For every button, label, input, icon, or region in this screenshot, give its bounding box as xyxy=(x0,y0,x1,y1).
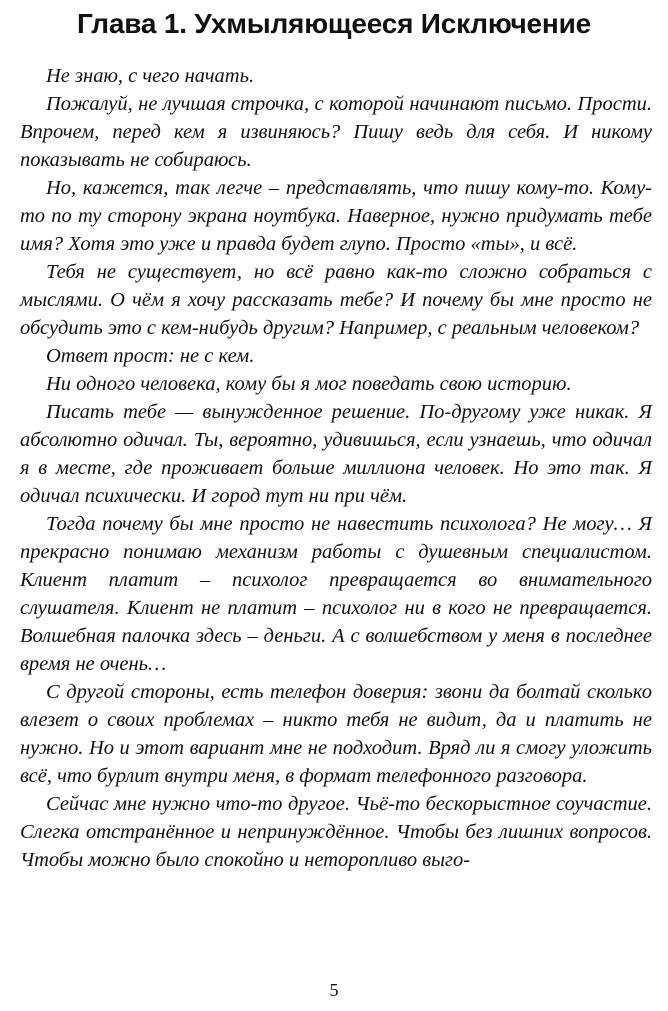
paragraph: Но, кажется, так легче – представлять, что пишу кому-то. Кому-то по ту сторону экрана ноутбука. Наверное, нужно придумать тебе имя? Хотя это уже и правда будет глупо. Просто «ты», и всё. xyxy=(20,177,652,255)
chapter-title: Глава 1. Ухмыляющееся Исключение xyxy=(76,8,592,39)
paragraph: Пожалуй, не лучшая строчка, с которой начинают письмо. Прости. Впрочем, перед кем я извиняюсь? Пишу ведь для себя. И никому показывать не собираюсь. xyxy=(20,93,652,171)
paragraph: Не знаю, с чего начать. xyxy=(46,65,255,87)
paragraph: С другой стороны, есть телефон доверия: звони да болтай сколько влезет о своих проблемах – никто тебя не видит, да и платить не нужно. Но и этот вариант мне не подходит. Вряд ли я смогу уложить всё, что бурлит внутри меня, в формат телефонного разговора. xyxy=(20,681,652,787)
paragraph: Ни одного человека, кому бы я мог поведать свою историю. xyxy=(46,373,572,395)
page-number: 5 xyxy=(329,980,339,1000)
paragraph: Сейчас мне нужно что-то другое. Чьё-то бескорыстное соучастие. Слегка отстранённое и непринуждённое. Чтобы без лишних вопросов. Чтобы можно было спокойно и неторопливо выго- xyxy=(20,793,652,871)
paragraph: Тогда почему бы мне просто не навестить психолога? Не могу… Я прекрасно понимаю механизм работы с душевным специалистом. Клиент платит – психолог превращается во внимательного слушателя. Клиент не платит – психолог ни в кого не превращается. Волшебная палочка здесь – деньги. А с волшебством у меня в последнее время не очень… xyxy=(20,513,652,675)
paragraph: Ответ прост: не с кем. xyxy=(46,345,255,367)
paragraph: Писать тебе — вынужденное решение. По-другому уже никак. Я абсолютно одичал. Ты, вероятно, удивишься, если узнаешь, что одичал я в месте, где проживает больше миллиона человек. Но это так. Я одичал психически. И город тут ни при чём. xyxy=(20,401,652,507)
chapter-body xyxy=(20,62,652,874)
paragraph: Тебя не существует, но всё равно как-то сложно собраться с мыслями. О чём я хочу рассказать тебе? И почему бы мне просто не обсудить это с кем-нибудь другим? Например, с реальным человеком? xyxy=(20,261,652,339)
